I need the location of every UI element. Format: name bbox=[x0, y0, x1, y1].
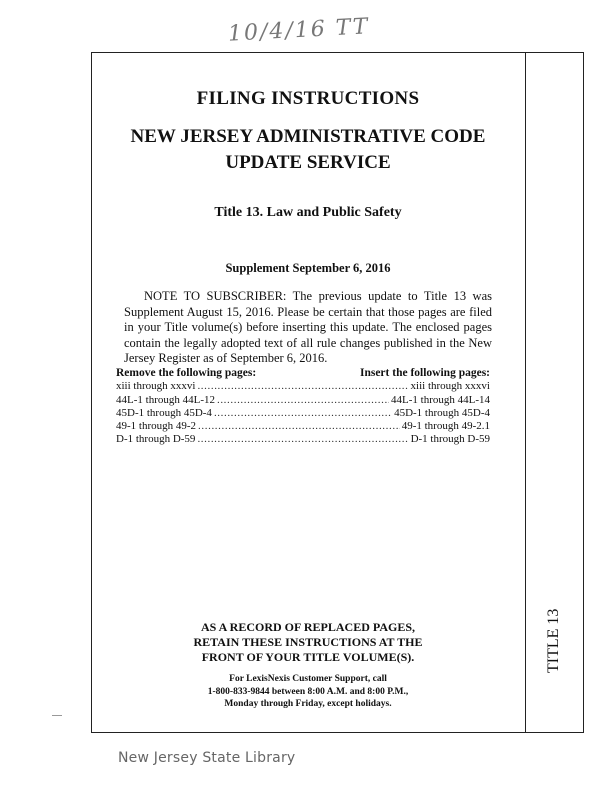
library-stamp: New Jersey State Library bbox=[118, 750, 296, 766]
insert-range: D-1 through D-59 bbox=[410, 433, 490, 446]
page-title: FILING INSTRUCTIONS bbox=[196, 88, 420, 109]
code-title-line1: NEW JERSEY ADMINISTRATIVE CODE bbox=[130, 126, 486, 147]
record-notice bbox=[91, 620, 525, 665]
insert-range: 49-1 through 49-2.1 bbox=[401, 420, 490, 433]
remove-range: xiii through xxxvi bbox=[116, 380, 196, 393]
insert-range: xiii through xxxvi bbox=[410, 380, 490, 393]
remove-range: 49-1 through 49-2 bbox=[116, 420, 197, 433]
code-title-line2: UPDATE SERVICE bbox=[225, 152, 391, 173]
insert-header: Insert the following pages: bbox=[359, 367, 490, 379]
customer-support bbox=[91, 673, 525, 711]
record-line3: FRONT OF YOUR TITLE VOLUME(S). bbox=[201, 650, 415, 664]
remove-range: 44L-1 through 44L-12 bbox=[116, 393, 215, 406]
leader-dots bbox=[197, 433, 408, 446]
pages-table-header bbox=[116, 367, 490, 380]
record-line2: RETAIN THESE INSTRUCTIONS AT THE bbox=[193, 635, 423, 649]
table-row bbox=[116, 433, 490, 446]
leader-dots bbox=[214, 407, 392, 420]
support-line1: For LexisNexis Customer Support, call bbox=[229, 674, 387, 684]
leader-dots bbox=[197, 380, 408, 393]
title-subject: Title 13. Law and Public Safety bbox=[214, 205, 402, 220]
leader-dots bbox=[198, 420, 400, 433]
table-row bbox=[116, 394, 490, 407]
remove-range: 45D-1 through 45D-4 bbox=[116, 406, 212, 419]
pages-table bbox=[116, 367, 490, 447]
insert-range: 44L-1 through 44L-14 bbox=[391, 393, 490, 406]
margin-mark bbox=[52, 715, 62, 716]
tab-label: TITLE 13 bbox=[545, 608, 562, 673]
note-to-subscriber: NOTE TO SUBSCRIBER: The previous update to Title 13 was Supplement August 15, 2016. Please be certain that those pages are filed in your Title volume(s) before inserting this update. The enclosed pages contain the legally adopted text of all rule changes published in the New Jersey Register as of September 6, 2016. bbox=[124, 289, 492, 365]
supplement-date: Supplement September 6, 2016 bbox=[225, 261, 391, 275]
insert-range: 45D-1 through 45D-4 bbox=[394, 406, 490, 419]
handwritten-note: 10/4/16 TT bbox=[227, 14, 371, 47]
table-row bbox=[116, 407, 490, 420]
leader-dots bbox=[217, 394, 389, 407]
support-line3: Monday through Friday, except holidays. bbox=[224, 699, 392, 709]
remove-header: Remove the following pages: bbox=[116, 367, 257, 379]
remove-range: D-1 through D-59 bbox=[116, 433, 196, 446]
table-row bbox=[116, 420, 490, 433]
record-line1: AS A RECORD OF REPLACED PAGES, bbox=[200, 620, 416, 634]
support-line2: 1-800-833-9844 between 8:00 A.M. and 8:00 P.M., bbox=[207, 686, 409, 697]
table-row bbox=[116, 380, 490, 393]
